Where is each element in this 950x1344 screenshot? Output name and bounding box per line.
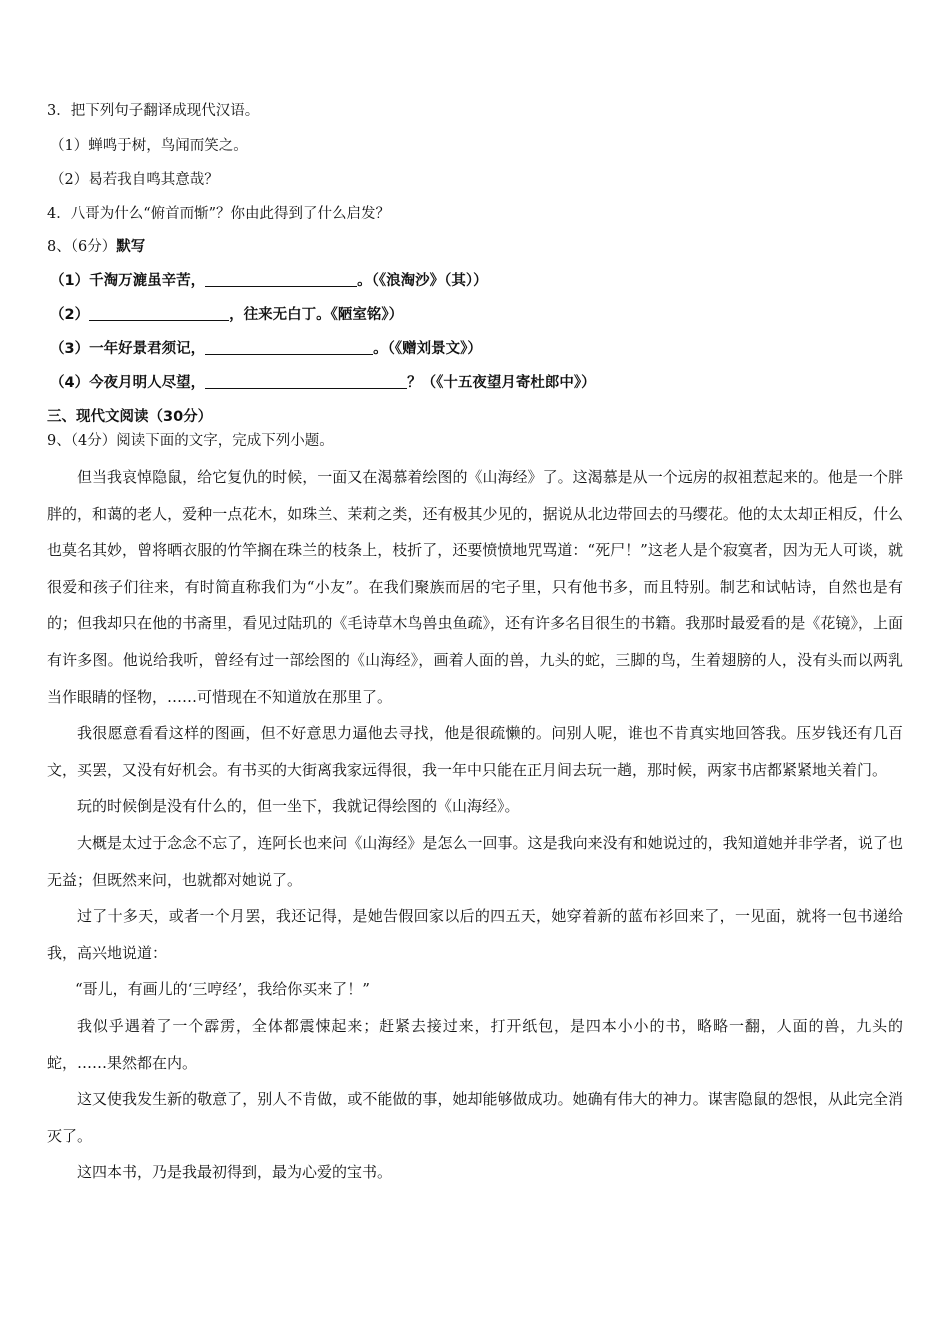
q8-item-3: [50, 339, 482, 359]
q8-item-2-after: ，往来无白丁。《陋室铭》）: [229, 307, 404, 323]
reading-passage: [47, 459, 903, 1191]
q8-item-2: [50, 305, 403, 325]
q8-item-1-before: （1）千淘万漉虽辛苦，: [50, 273, 206, 289]
answer-blank[interactable]: [205, 374, 407, 389]
q8-title: [47, 237, 145, 257]
passage-paragraph: 这又使我发生新的敬意了，别人不肯做，或不能做的事，她却能够做成功。她确有伟大的神力。谋害隐鼠的怨恨，从此完全消灭了。: [47, 1090, 903, 1145]
q8-item-1-after: 。（《浪淘沙》（其））: [357, 273, 488, 289]
q8-item-1: [50, 271, 488, 291]
passage-paragraph: 但当我哀悼隐鼠，给它复仇的时候，一面又在渴慕着绘图的《山海经》了。这渴慕是从一个远房的叔祖惹起来的。他是一个胖胖的，和蔼的老人，爱种一点花木，如珠兰、茉莉之类，还有极其少见的，据说从北边带回去的马缨花。他的太太却正相反，什么也莫名其妙，曾将晒衣服的竹竿搁在珠兰的枝条上，枝折了，还要愤愤地咒骂道：“死尸！”这老人是个寂寞者，因为无人可谈，就很爱和孩子们往来，有时简直称我们为“小友”。在我们聚族而居的宅子里，只有他书多，而且特别。制艺和试帖诗，自然也是有的；但我却只在他的书斋里，看见过陆玑的《毛诗草木鸟兽虫鱼疏》，还有许多名目很生的书籍。我那时最爱看的是《花镜》，上面有许多图。他说给我听，曾经有过一部绘图的《山海经》，画着人面的兽，九头的蛇，三脚的鸟，生着翅膀的人，没有头而以两乳当作眼睛的怪物，……可惜现在不知道放在那里了。: [47, 468, 903, 706]
passage-paragraph: 我似乎遇着了一个霹雳，全体都震悚起来；赶紧去接过来，打开纸包，是四本小小的书，略略一翻，人面的兽，九头的蛇，……果然都在内。: [47, 1016, 903, 1072]
answer-blank[interactable]: [89, 306, 229, 321]
passage-paragraph: 过了十多天，或者一个月罢，我还记得，是她告假回家以后的四五天，她穿着新的蓝布衫回来了，一见面，就将一包书递给我，高兴地说道：: [47, 907, 903, 962]
q8-item-4-before: （4）今夜月明人尽望，: [50, 375, 206, 391]
q8-item-4-after: ？（《十五夜望月寄杜郎中》）: [407, 375, 596, 391]
q8-title-bold: 默写: [116, 239, 146, 255]
q9-instruction: 9、（4分）阅读下面的文字，完成下列小题。: [47, 433, 334, 449]
passage-paragraph: “哥儿，有画儿的‘三哼经’，我给你买来了！”: [75, 980, 370, 999]
passage-paragraph: 这四本书，乃是我最初得到，最为心爱的宝书。: [77, 1163, 393, 1182]
q3-item-2: （2）曷若我自鸣其意哉？: [50, 172, 219, 188]
q4-question: 4．八哥为什么“俯首而惭”？你由此得到了什么启发？: [47, 206, 391, 222]
section-3-heading: 三、现代文阅读（30分）: [47, 409, 213, 425]
passage-paragraph: 玩的时候倒是没有什么的，但一坐下，我就记得绘图的《山海经》。: [77, 797, 520, 816]
q8-item-2-before: （2）: [50, 307, 90, 323]
q3-title: 3．把下列句子翻译成现代汉语。: [47, 103, 260, 119]
answer-blank[interactable]: [205, 272, 357, 287]
q8-title-prefix: 8、（6分）: [47, 239, 117, 255]
passage-paragraph: 我很愿意看看这样的图画，但不好意思力逼他去寻找，他是很疏懒的。问别人呢，谁也不肯真实地回答我。压岁钱还有几百文，买罢，又没有好机会。有书买的大街离我家远得很，我一年中只能在正月间去玩一趟，那时候，两家书店都紧紧地关着门。: [47, 724, 903, 779]
q8-item-4: [50, 373, 596, 393]
q8-item-3-after: 。（《赠刘景文》）: [373, 341, 482, 357]
passage-paragraph: 大概是太过于念念不忘了，连阿长也来问《山海经》是怎么一回事。这是我向来没有和她说过的，我知道她并非学者，说了也无益；但既然来问，也就都对她说了。: [47, 833, 903, 889]
q8-item-3-before: （3）一年好景君须记，: [50, 341, 206, 357]
q3-item-1: （1）蝉鸣于树，鸟闻而笑之。: [50, 138, 248, 154]
answer-blank[interactable]: [205, 340, 373, 355]
